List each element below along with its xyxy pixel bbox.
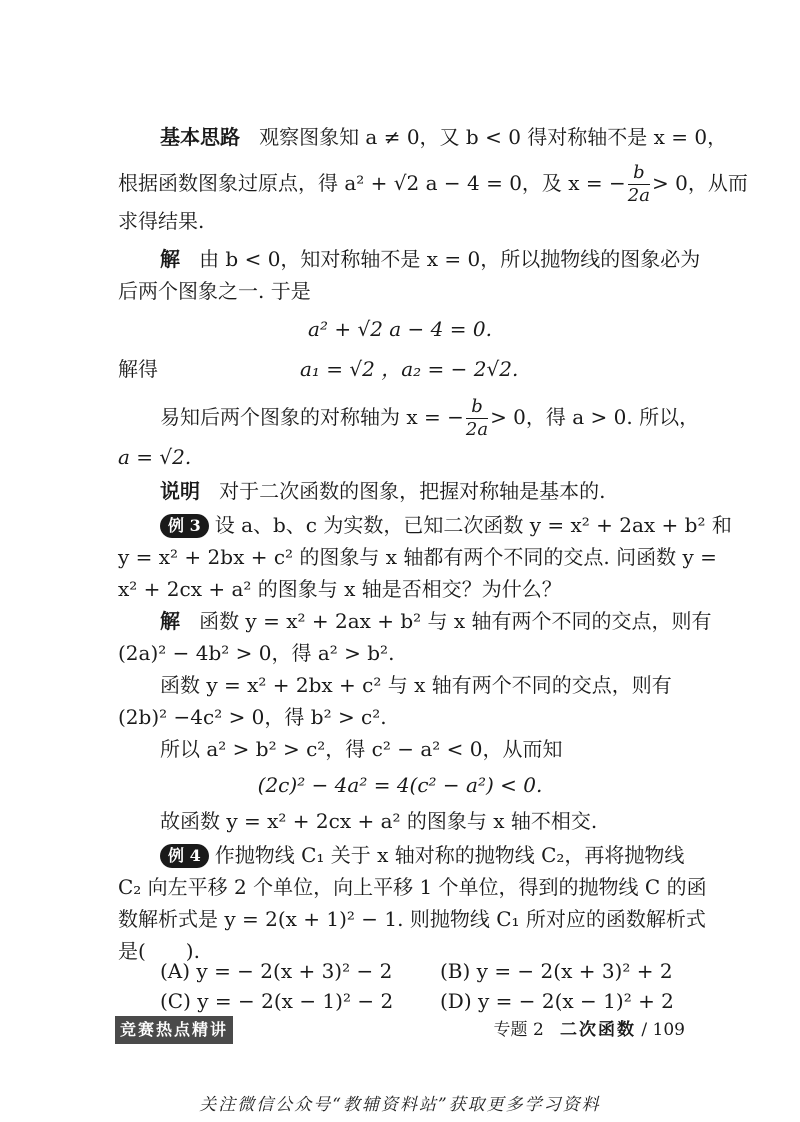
text: 函数 y = x² + 2ax + b² 与 x 轴有两个不同的交点，则有 (199, 609, 712, 633)
fraction (628, 164, 650, 205)
equation-2: (2c)² − 4a² = 4(c² − a²) < 0. (257, 773, 543, 797)
text: 设 a、b、c 为实数，已知二次函数 y = x² + 2ax + b² 和 (214, 513, 732, 537)
text: 由 b < 0，知对称轴不是 x = 0，所以抛物线的图象必为 (199, 247, 701, 271)
solution-label: 解 (160, 609, 180, 633)
paragraph-line-5: 后两个图象之一. 于是 (118, 279, 311, 303)
topic-title: 二次函数 (560, 1020, 636, 1040)
paragraph-line-2 (118, 164, 748, 205)
example-4-line-1 (160, 840, 684, 870)
paragraph-line-4 (160, 244, 700, 274)
fraction (466, 398, 488, 439)
fraction-numerator: b (466, 398, 488, 419)
paragraph-line-3: 求得结果. (118, 209, 205, 233)
solution-label: 解 (160, 247, 180, 271)
solution-3-line-3: 函数 y = x² + 2bx + c² 与 x 轴有两个不同的交点，则有 (160, 673, 672, 697)
option-d: (D) y = − 2(x − 1)² + 2 (440, 989, 674, 1013)
example-4-line-4: 是( ). (118, 939, 200, 963)
equation-1: a² + √2 a − 4 = 0. (308, 317, 492, 341)
series-title-tab: 竞赛热点精讲 (115, 1016, 233, 1044)
option-b: (B) y = − 2(x + 3)² + 2 (440, 959, 673, 983)
paragraph-line-8 (160, 398, 699, 439)
example-4-line-2: C₂ 向左平移 2 个单位，向上平移 1 个单位，得到的抛物线 C 的函 (118, 875, 707, 899)
paragraph-line-1 (160, 122, 727, 152)
example-3-line-2: y = x² + 2bx + c² 的图象与 x 轴都有两个不同的交点. 问函数 y = (118, 545, 717, 569)
text: 根据函数图象过原点，得 a² + √2 a − 4 = 0，及 x = − (118, 171, 626, 195)
paragraph-line-9: a = √2. (118, 445, 192, 469)
option-a: (A) y = − 2(x + 3)² − 2 (160, 959, 393, 983)
fraction-numerator: b (628, 164, 650, 185)
topic-number: 专题 2 (493, 1020, 544, 1040)
fraction-denominator: 2a (465, 419, 489, 440)
example-3-line-3: x² + 2cx + a² 的图象与 x 轴是否相交？为什么？ (118, 577, 562, 601)
watermark-text: 关注微信公众号“教辅资料站”获取更多学习资料 (199, 1095, 601, 1115)
text: > 0，从而 (651, 171, 748, 195)
example-3-badge: 例 3 (160, 514, 209, 538)
paragraph-line-10 (160, 476, 605, 506)
paragraph-line-7: 解得 (118, 357, 158, 381)
page-number: / 109 (641, 1020, 685, 1040)
note-label: 说明 (160, 479, 200, 503)
text: 易知后两个图象的对称轴为 x = − (160, 405, 464, 429)
equation-roots: a₁ = √2 ，a₂ = − 2√2. (300, 357, 519, 381)
solution-3-line-2: (2a)² − 4b² > 0，得 a² > b². (118, 641, 395, 665)
solution-3-line-1 (160, 606, 712, 636)
running-footer (494, 1016, 685, 1044)
section-label-basic-idea: 基本思路 (160, 125, 240, 149)
fraction-denominator: 2a (627, 185, 650, 206)
text: 观察图象知 a ≠ 0，又 b < 0 得对称轴不是 x = 0， (259, 125, 728, 149)
text: 对于二次函数的图象，把握对称轴是基本的. (219, 479, 606, 503)
example-4-line-3: 数解析式是 y = 2(x + 1)² − 1. 则抛物线 C₁ 所对应的函数解析式 (118, 907, 706, 931)
solution-3-conclusion: 故函数 y = x² + 2cx + a² 的图象与 x 轴不相交. (160, 809, 598, 833)
example-3-line-1 (160, 510, 732, 540)
solution-3-line-4: (2b)² −4c² > 0，得 b² > c². (118, 705, 387, 729)
text: 作抛物线 C₁ 关于 x 轴对称的抛物线 C₂，再将抛物线 (214, 843, 685, 867)
text: > 0，得 a > 0. 所以， (490, 405, 700, 429)
example-4-badge: 例 4 (160, 844, 209, 868)
option-c: (C) y = − 2(x − 1)² − 2 (160, 989, 394, 1013)
solution-3-line-5: 所以 a² > b² > c²，得 c² − a² < 0，从而知 (160, 737, 563, 761)
